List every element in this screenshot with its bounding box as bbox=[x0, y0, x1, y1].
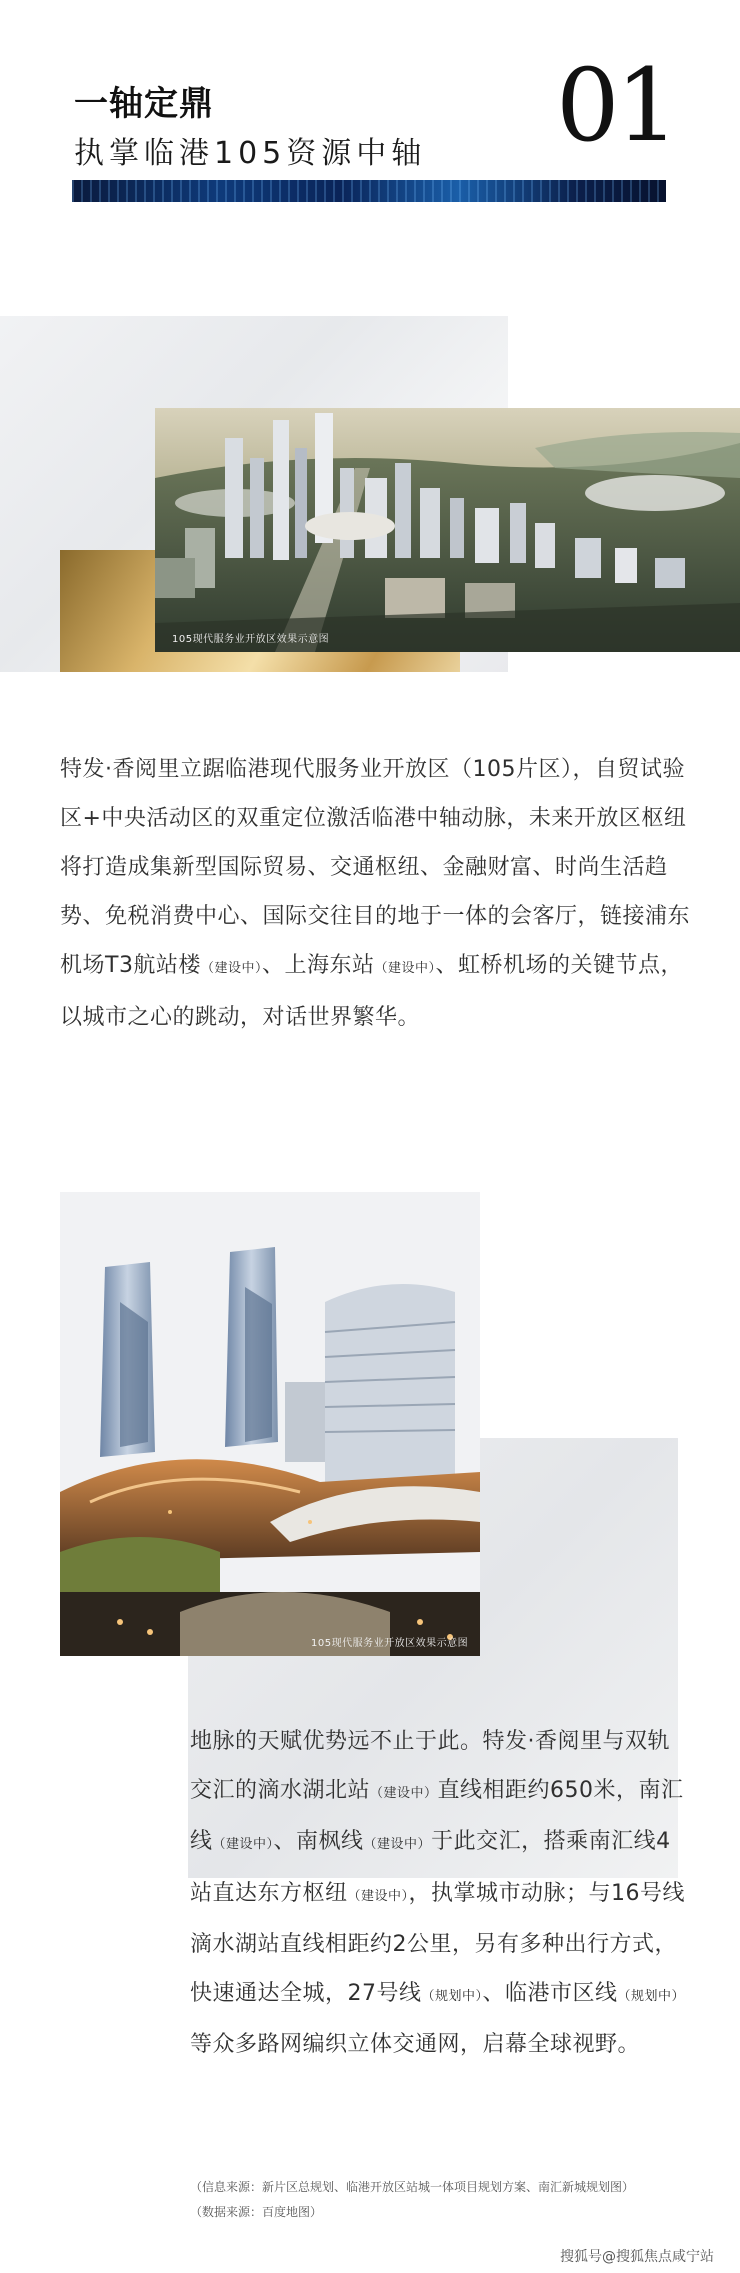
image-caption: 105现代服务业开放区效果示意图 bbox=[172, 634, 330, 645]
body-paragraph-2: 地脉的天赋优势远不止于此。特发·香阅里与双轨交汇的滴水湖北站（建设中）直线相距约650米，南汇线（建设中）、南枫线（建设中）于此交汇，搭乘南汇线4站直达东方枢纽（建设中），执掌城市动脉；与16号线滴水湖站直线相距约2公里，另有多种出行方式，快速通达全城，27号线（规划中）、临港市区线（规划中）等众多路网编织立体交通网，启幕全球视野。 bbox=[190, 1729, 686, 2057]
body-paragraph-1: 特发·香阅里立踞临港现代服务业开放区（105片区），自贸试验区+中央活动区的双重定位激活临港中轴动脉，未来开放区枢纽将打造成集新型国际贸易、交通枢纽、金融财富、时尚生活趋势、免税消费中心、国际交往目的地于一体的会客厅，链接浦东机场T3航站楼（建设中）、上海东站（建设中）、虹桥机场的关键节点，以城市之心的跳动，对话世界繁华。 bbox=[60, 757, 691, 1030]
station-rendering-image bbox=[60, 1192, 480, 1656]
aerial-rendering-image bbox=[155, 408, 740, 652]
decorative-blue-bar bbox=[72, 180, 666, 202]
data-source-note: （数据来源：百度地图） bbox=[190, 2205, 323, 2219]
section-number: 01 bbox=[556, 47, 676, 164]
section-title: 一轴定鼎 bbox=[74, 84, 214, 124]
section-subtitle: 执掌临港105资源中轴 bbox=[74, 136, 427, 171]
section-header bbox=[0, 0, 740, 220]
watermark-text: 搜狐号@搜狐焦点咸宁站 bbox=[560, 2249, 714, 2265]
info-source-note: （信息来源：新片区总规划、临港开放区站城一体项目规划方案、南汇新城规划图） bbox=[190, 2180, 635, 2194]
image-caption: 105现代服务业开放区效果示意图 bbox=[311, 1638, 469, 1649]
